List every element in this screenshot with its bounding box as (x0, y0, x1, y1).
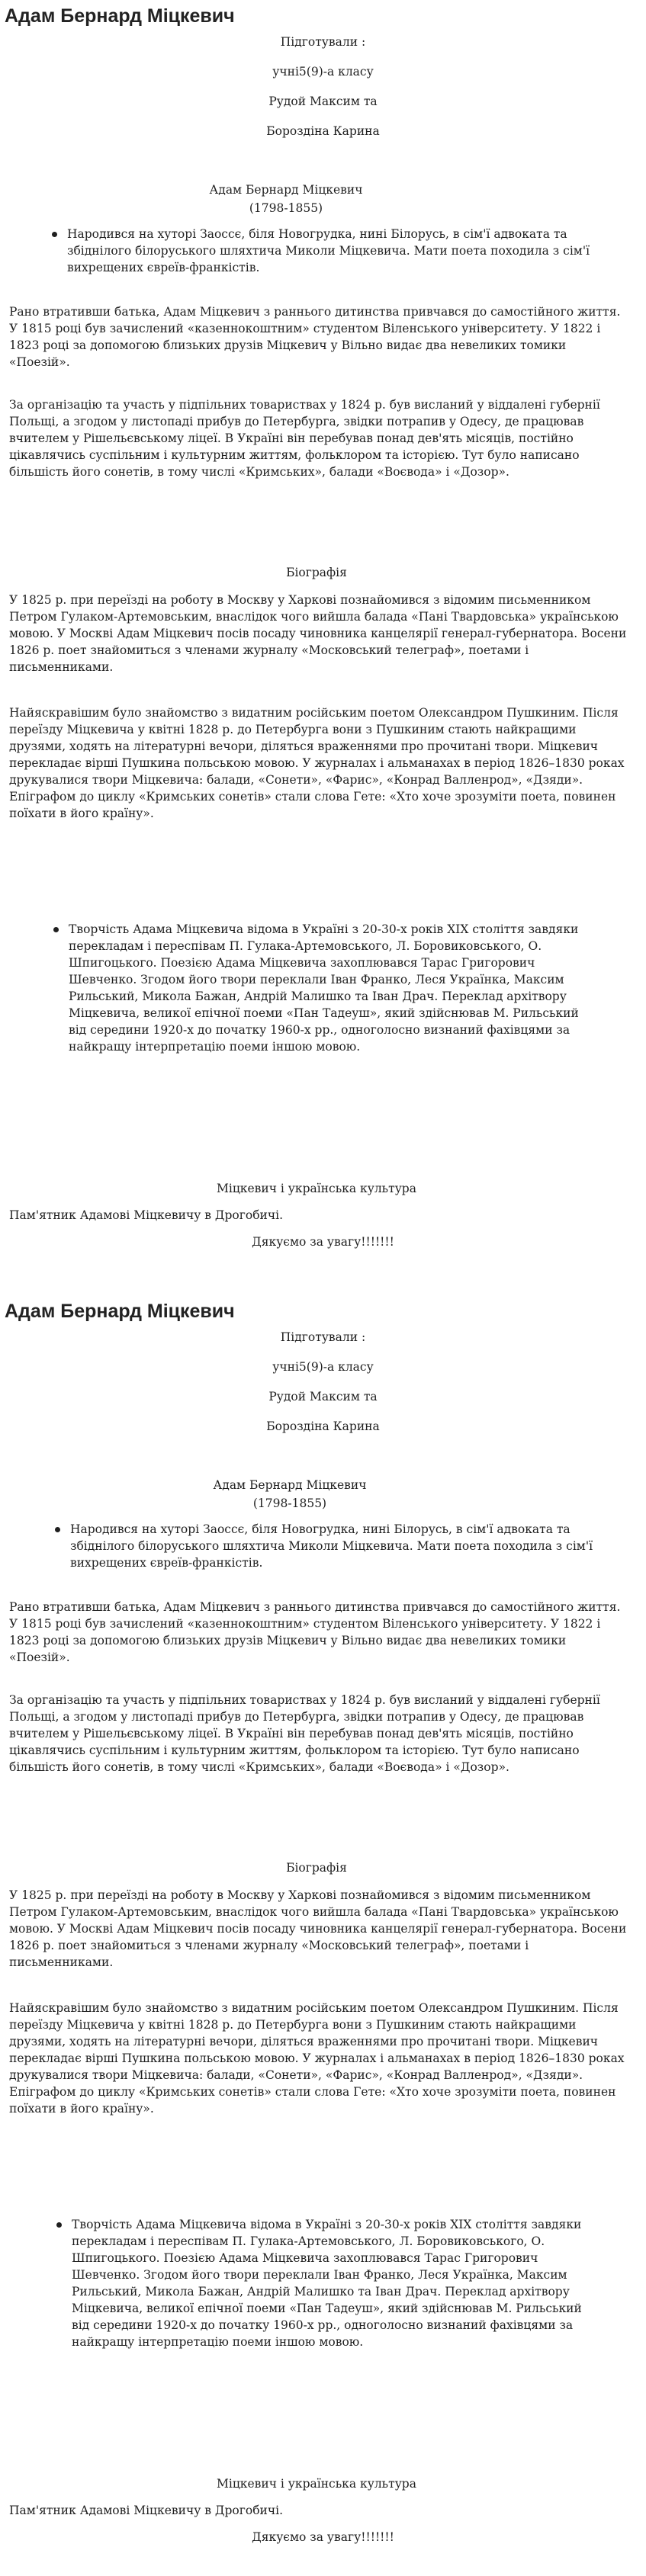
prepared-class: учні5(9)-а класу (272, 65, 374, 79)
bullet-birth (52, 226, 620, 276)
paragraph-exile: За організацію та участь у підпільних товариствах у 1824 р. був висланий у віддалені губернії Польщі, а згодом у листопаді прибув до Петербурга, звідки потрапив у Одесу, де працював вчителем у Рішельєвському ліцеї. В Україні він перебував понад дев'ять місяців, постійно цікавлячись суспільним і культурним життям, фольклором та історією. Тут було написано більшість його сонетів, в тому числі «Кримських», балади «Воєвода» і «Дозор». (9, 1693, 600, 1774)
thanks-text: Дякуємо за увагу!!!!!!! (252, 2530, 394, 2544)
monument-caption: Пам'ятник Адамові Міцкевичу в Дрогобичі. (9, 2504, 283, 2517)
bullet-birth-text: Народився на хуторі Заоссє, біля Новогрудка, нині Білорусь, в сім'ї адвоката та збіднілого білоруського шляхтича Миколи Міцкевича. Мати поета походила з сім'ї вихрещених євреїв-франкістів. (67, 227, 590, 274)
prepared-label: Підготували : (280, 35, 366, 49)
paragraph-pushkin: Найяскравішим було знайомство з видатним російським поетом Олександром Пушкиним. Після переїзду Міцкевича у квітні 1828 р. до Петербурга вони з Пушкиним стають найкращими друзями, ходять на літературні вечори, діляться враженнями про прочитані твори. Міцкевич перекладає вірші Пушкина польською мовою. У журналах і альманахах в період 1826–1830 роках друкувалися твори Міцкевича: балади, «Сонети», «Фарис», «Конрад Валленрод», «Дзяди». Епіграфом до циклу «Кримських сонетів» стали слова Гете: «Хто хоче зрозуміти поета, повинен поїхати в його країну». (9, 706, 625, 820)
page-title: Адам Бернард Міцкевич (5, 5, 235, 27)
bullet-ukrainian-reception-text: Творчість Адама Міцкевича відома в Україні з 20-30-х років XIX століття завдяки перекладам і переспівам П. Гулака-Артемовського, Л. Боровиковського, О. Шпигоцького. Поезією Адама Міцкевича захоплювався Тарас Григорович Шевченко. Згодом його твори переклали Іван Франко, Леся Українка, Максим Рильський, Микола Бажан, Андрій Малишко та Іван Драч. Переклад архітвору Міцкевича, великої епічної поеми «Пан Тадеуш», який здійснював М. Рильський від середини 1920-х до початку 1960-х рр., одноголосно визнаний фахівцями за найкращу інтерпретацію поеми іншою мовою. (72, 2218, 582, 2349)
biography-heading: Біографія (286, 1861, 347, 1875)
monument-caption: Пам'ятник Адамові Міцкевичу в Дрогобичі. (9, 1208, 283, 1222)
bullet-ukrainian-reception (53, 921, 593, 1055)
bullet-dot (52, 232, 57, 237)
bullet-birth (55, 1521, 623, 1571)
bullet-birth-text: Народився на хуторі Заоссє, біля Новогрудка, нині Білорусь, в сім'ї адвоката та збіднілого білоруського шляхтича Миколи Міцкевича. Мати поета походила з сім'ї вихрещених євреїв-франкістів. (70, 1522, 593, 1570)
biography-heading: Біографія (286, 566, 347, 579)
paragraph-early-life: Рано втративши батька, Адам Міцкевич з раннього дитинства привчався до самостійного життя. У 1815 році був зачислений «казеннокоштним» студентом Віленського університету. У 1822 і 1823 році за допомогою близьких друзів Міцкевич у Вільно видає два невеликих томики «Поезій». (9, 305, 621, 369)
document-copy-2 (0, 1288, 646, 2575)
prepared-author-2: Бороздіна Карина (266, 124, 380, 138)
bullet-ukrainian-reception (56, 2216, 596, 2350)
paragraph-pushkin: Найяскравішим було знайомство з видатним російським поетом Олександром Пушкиним. Після переїзду Міцкевича у квітні 1828 р. до Петербурга вони з Пушкиним стають найкращими друзями, ходять на літературні вечори, діляться враженнями про прочитані твори. Міцкевич перекладає вірші Пушкина польською мовою. У журналах і альманахах в період 1826–1830 роках друкувалися твори Міцкевича: балади, «Сонети», «Фарис», «Конрад Валленрод», «Дзяди». Епіграфом до циклу «Кримських сонетів» стали слова Гете: «Хто хоче зрозуміти поета, повинен поїхати в його країну». (9, 2001, 625, 2116)
page-title: Адам Бернард Міцкевич (5, 1301, 235, 1322)
bullet-dot (55, 1527, 60, 1532)
bullet-dot (53, 927, 59, 932)
paragraph-exile: За організацію та участь у підпільних товариствах у 1824 р. був висланий у віддалені губернії Польщі, а згодом у листопаді прибув до Петербурга, звідки потрапив у Одесу, де працював вчителем у Рішельєвському ліцеї. В Україні він перебував понад дев'ять місяців, постійно цікавлячись суспільним і культурним життям, фольклором та історією. Тут було написано більшість його сонетів, в тому числі «Кримських», балади «Воєвода» і «Дозор». (9, 398, 600, 479)
paragraph-moscow: У 1825 р. при переїзді на роботу в Москву у Харкові познайомився з відомим письменником Петром Гулаком-Артемовським, внаслідок чого вийшла балада «Пані Твардовська» українською мовою. У Москві Адам Міцкевич посів посаду чиновника канцелярії генерал-губернатора. Восени 1826 р. поет знайомиться з членами журналу «Московський телеграф», поетами і письменниками. (9, 593, 627, 674)
prepared-author-1: Рудой Максим та (268, 95, 378, 108)
culture-heading: Міцкевич і українська культура (217, 2477, 416, 2491)
bullet-dot (56, 2222, 62, 2228)
intro-name: Адам Бернард Міцкевич (213, 1478, 367, 1492)
intro-years: (1798-1855) (249, 201, 323, 215)
intro-name: Адам Бернард Міцкевич (209, 183, 363, 197)
paragraph-moscow: У 1825 р. при переїзді на роботу в Москву у Харкові познайомився з відомим письменником Петром Гулаком-Артемовським, внаслідок чого вийшла балада «Пані Твардовська» українською мовою. У Москві Адам Міцкевич посів посаду чиновника канцелярії генерал-губернатора. Восени 1826 р. поет знайомиться з членами журналу «Московський телеграф», поетами і письменниками. (9, 1888, 627, 1969)
prepared-author-1: Рудой Максим та (268, 1390, 378, 1403)
intro-years: (1798-1855) (252, 1497, 327, 1510)
culture-heading: Міцкевич і українська культура (217, 1182, 416, 1195)
prepared-label: Підготували : (280, 1330, 366, 1344)
prepared-class: учні5(9)-а класу (272, 1360, 374, 1374)
bullet-ukrainian-reception-text: Творчість Адама Міцкевича відома в Україні з 20-30-х років XIX століття завдяки перекладам і переспівам П. Гулака-Артемовського, Л. Боровиковського, О. Шпигоцького. Поезією Адама Міцкевича захоплювався Тарас Григорович Шевченко. Згодом його твори переклали Іван Франко, Леся Українка, Максим Рильський, Микола Бажан, Андрій Малишко та Іван Драч. Переклад архітвору Міцкевича, великої епічної поеми «Пан Тадеуш», який здійснював М. Рильський від середини 1920-х до початку 1960-х рр., одноголосно визнаний фахівцями за найкращу інтерпретацію поеми іншою мовою. (69, 922, 579, 1054)
thanks-text: Дякуємо за увагу!!!!!!! (252, 1235, 394, 1249)
prepared-author-2: Бороздіна Карина (266, 1420, 380, 1433)
paragraph-early-life: Рано втративши батька, Адам Міцкевич з раннього дитинства привчався до самостійного життя. У 1815 році був зачислений «казеннокоштним» студентом Віленського університету. У 1822 і 1823 році за допомогою близьких друзів Міцкевич у Вільно видає два невеликих томики «Поезій». (9, 1600, 621, 1664)
